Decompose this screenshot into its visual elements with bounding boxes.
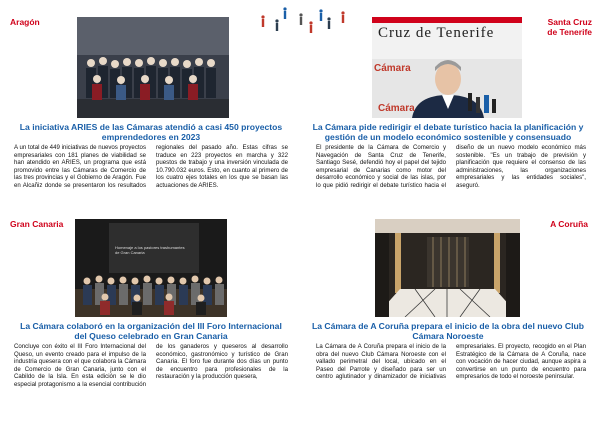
- region-label-tenerife: [534, 17, 592, 37]
- headline-tenerife: La Cámara pide redirigir el debate turístico hacia la planificación y gestión de un modelo económico sostenible y consensuado: [312, 122, 584, 142]
- headline-aragon: La iniciativa ARIES de las Cámaras atendió a casi 450 proyectos emprendedores en 2023: [19, 122, 283, 142]
- region-label-aragon: Aragón: [10, 17, 40, 27]
- photo-brand-text-left: Cámara: [374, 63, 411, 74]
- region-tenerife-line1: Santa Cruz: [547, 17, 592, 27]
- body-grancanaria: Concluye con éxito el III Foro Internacional del Queso, un evento creado para el impulso de la industria quesera con el que colabora la Cámara de Comercio de Gran Canaria, junto con el Cabildo de la Isla. En esta edición se le dio especial protagonismo a la esencial contribución de los ganaderos y queseros al desarrollo económico, gastronómico y turístico de Gran Canaria. El foro fue durante dos días un punto de encuentro para profesionales de la restauración y la producción quesera,: [14, 343, 288, 388]
- region-label-grancanaria: Gran Canaria: [10, 219, 64, 229]
- region-label-coruna: A Coruña: [550, 219, 588, 229]
- body-coruna: La Cámara de A Coruña prepara el inicio de la obra del nuevo Club Cámara Noroeste con el vallado perimetral del local, ubicado en el Paseo del Parrote y diseñado para ser un centro aglutinador y dinamizador de iniciativas empresariales. El proyecto, recogido en el Plan Estratégico de la Cámara de A Coruña, nace con vocación de hacer ciudad, aunque aspira a convertirse en un punto de encuentro para empresarios de todo el noroeste peninsular.: [316, 343, 586, 381]
- photo-aragon-group: [77, 17, 229, 118]
- region-tenerife-line2: de Tenerife: [547, 27, 592, 37]
- headline-grancanaria: La Cámara colaboró en la organización del III Foro Internacional del Queso celebrado en Gran Canaria: [20, 321, 282, 341]
- people-figures-icon: [255, 3, 355, 35]
- photo-tenerife-speaker: [372, 17, 522, 118]
- screen-caption: Homenaje a los pastores trashumantes de Gran Canaria: [115, 245, 185, 255]
- photo-grancanaria-group: [75, 219, 227, 317]
- body-aragon: A un total de 449 iniciativas de nuevos proyectos empresariales con 181 planes de viabilidad se han atendido en ARIES, un programa que está promovido entre las Cámaras de Comercio de las tres provincias y el Gobierno de Aragón. Fue en Alcañiz donde se presentaron los resultados regionales del pasado año. Estas cifras se traduce en 223 proyectos en marcha y 322 puestos de trabajo y una inversión vinculada de 10.790.032 euros. Esto, en cuanto al primero de los cuatro ejes totales en los que se basan las actuaciones de ARIES.: [14, 144, 288, 189]
- headline-coruna: La Cámara de A Coruña prepara el inicio de la obra del nuevo Club Cámara Noroeste: [311, 321, 585, 341]
- photo-sign-text: Cruz de Tenerife: [378, 25, 495, 41]
- body-tenerife: El presidente de la Cámara de Comercio y Navegación de Santa Cruz de Tenerife, Santiago Sesé, defendió hoy el papel del tejido empresarial de Canarias como motor del desarrollo económico y social de las islas, por lo que pidió redirigir el debate turístico hacia el diseño de un nuevo modelo económico más sostenible. "Es un trabajo de previsión y planificación que requiere el consenso de las administraciones, las organizaciones empresariales y las entidades sociales", aseguró.: [316, 144, 586, 189]
- photo-brand-text-bottom: Cámara: [378, 103, 415, 114]
- photo-coruna-interior: [375, 219, 520, 317]
